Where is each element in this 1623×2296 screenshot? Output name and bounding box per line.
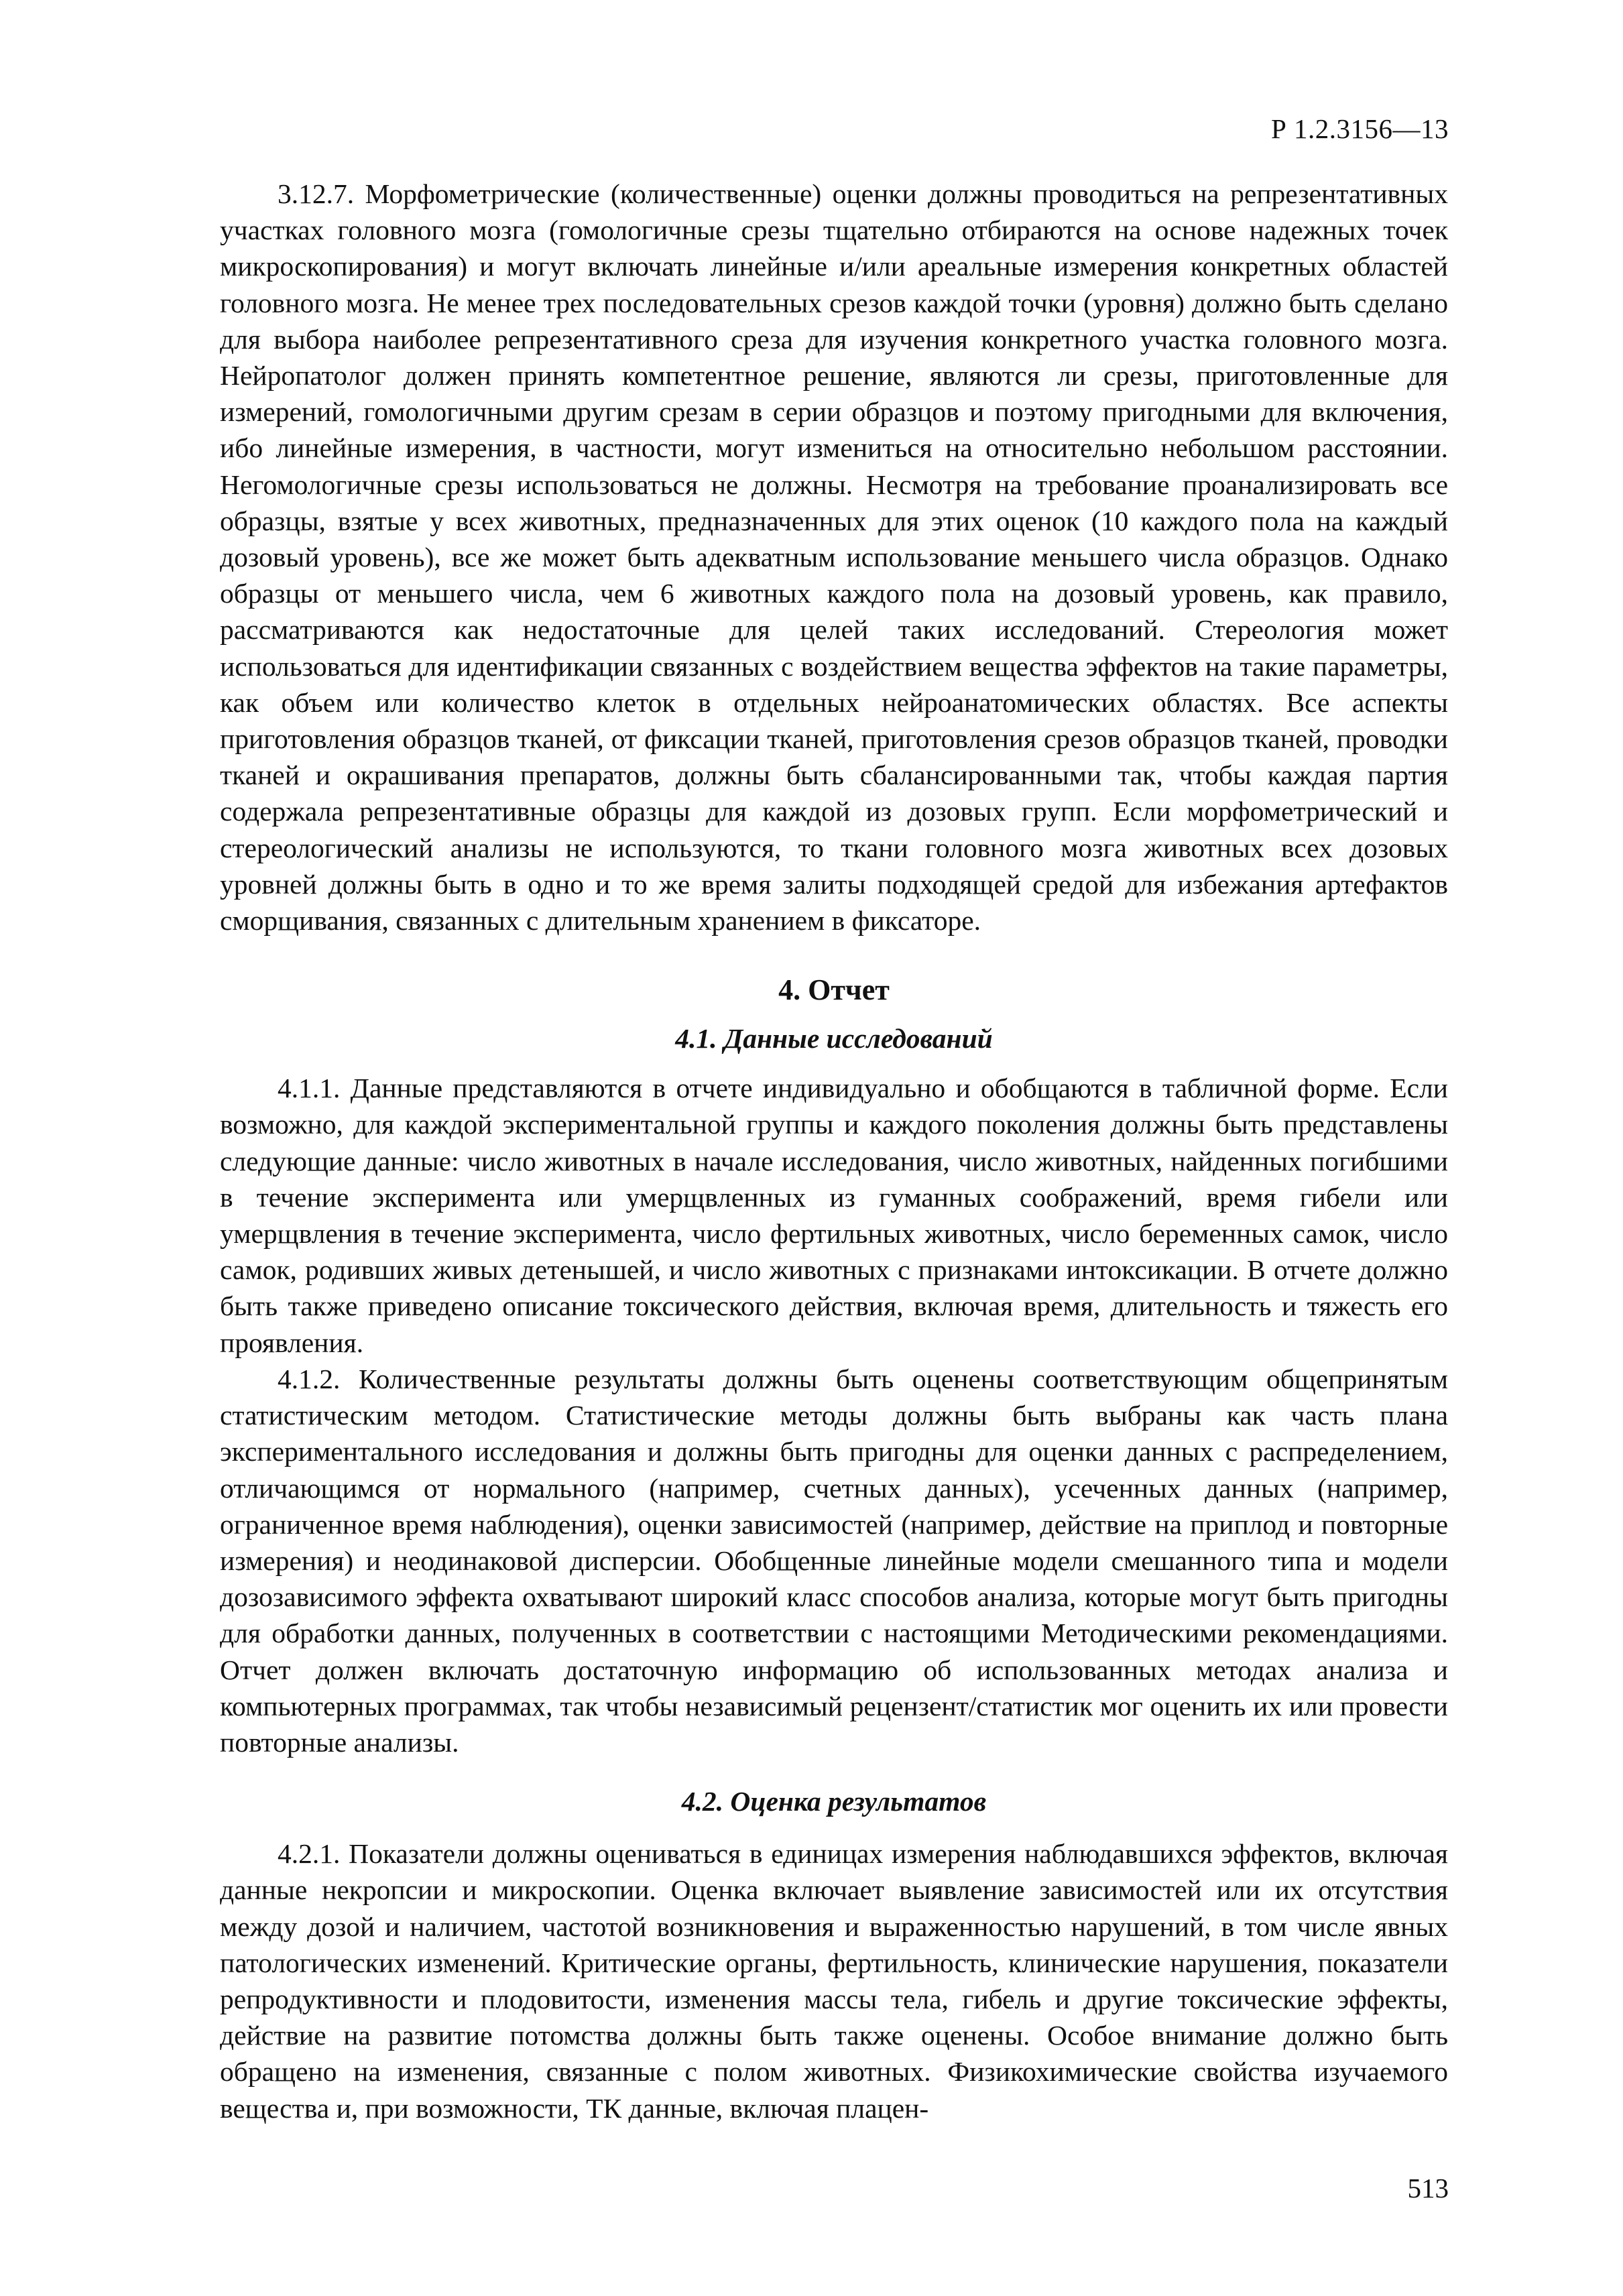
document-code: Р 1.2.3156—13 bbox=[1270, 113, 1449, 144]
page-number: 513 bbox=[1407, 2173, 1449, 2203]
paragraph-4-1-1: 4.1.1. Данные представляются в отчете индивидуально и обобщаются в табличной форме. Если возможно, для каждой экспериментальной группы и каждого поколения должны быть представлены следующие данные: число животных в начале исследования, число животных, найденных погибшими в течение эксперимента или умерщвленных из гуманных соображений, время гибели или умерщвления в течение эксперимента, число фертильных животных, число беременных самок, число самок, родивших живых детенышей, и число животных с признаками интоксикации. В отчете должно быть также приведено описание токсического действия, включая время, длительность и тяжесть его проявления. bbox=[220, 1073, 1448, 1358]
subsection-title-study-data: 4.1. Данные исследований bbox=[675, 1023, 993, 1054]
paragraph-3-12-7: 3.12.7. Морфометрические (количественные) оценки должны проводиться на репрезентативных участках головного мозга (гомологичные срезы тщательно отбираются на основе надежных точек микроскопирования) и могут включать линейные и/или ареальные измерения конкретных областей головного мозга. Не менее трех последовательных срезов каждой точки (уровня) должно быть сделано для выбора наиболее репрезентативного среза для изучения конкретного участка головного мозга. Нейропатолог должен принять компетентное решение, являются ли срезы, приготовленные для измерений, гомологичными другим срезам в серии образцов и поэтому пригодными для включения, ибо линейные измерения, в частности, могут измениться на относительно небольшом расстоянии. Негомологичные срезы использоваться не должны. Несмотря на требование проанализировать все образцы, взятые у всех животных, предназначенных для этих оценок (10 каждого пола на каждый дозовый уровень), все же может быть адекватным использование меньшего числа образцов. Однако образцы от меньшего числа, чем 6 животных каждого пола на дозовый уровень, как правило, рассматриваются как недостаточные для целей таких исследований. Стереология может использоваться для идентификации связанных с воздействием вещества эффектов на такие параметры, как объем или количество клеток в отдельных нейроанатомических областях. Все аспекты приготовления образцов тканей, от фиксации тканей, приготовления срезов образцов тканей, проводки тканей и окрашивания препаратов, должны быть сбалансированными так, чтобы каждая партия содержала репрезентативные образцы для каждой из дозовых групп. Если морфометрический и стереологический анализы не используются, то ткани головного мозга животных всех дозовых уровней должны быть в одно и то же время залиты подходящей средой для избежания артефактов сморщивания, связанных с длительным хранением в фиксаторе. bbox=[220, 178, 1448, 936]
paragraph-4-2-1: 4.2.1. Показатели должны оцениваться в единицах измерения наблюдавшихся эффектов, включая данные некропсии и микроскопии. Оценка включает выявление зависимостей или их отсутствия между дозой и наличием, частотой возникновения и выраженностью нарушений, в том числе явных патологических изменений. Критические органы, фертильность, клинические нарушения, показатели репродуктивности и плодовитости, изменения массы тела, гибель и другие токсические эффекты, действие на развитие потомства должны быть также оценены. Особое внимание должно быть обращено на изменения, связанные с полом животных. Физикохимические свойства изучаемого вещества и, при возможности, ТК данные, включая плацен- bbox=[220, 1838, 1448, 2124]
page-content bbox=[220, 176, 1448, 2126]
section-title-report: 4. Отчет bbox=[778, 973, 890, 1007]
subsection-title-results-evaluation: 4.2. Оценка результатов bbox=[681, 1786, 987, 1817]
paragraph-4-1-2: 4.1.2. Количественные результаты должны быть оценены соответствующим общепринятым статистическим методом. Статистические методы должны быть выбраны как часть плана экспериментального исследования и должны быть пригодны для оценки данных с распределением, отличающимся от нормального (например, счетных данных), усеченных данных (например, ограниченное время наблюдения), оценки зависимостей (например, действие на приплод и повторные измерения) и неодинаковой дисперсии. Обобщенные линейные модели смешанного типа и модели дозозависимого эффекта охватывают широкий класс способов анализа, которые могут быть пригодны для обработки данных, полученных в соответствии с настоящими Методическими рекомендациями. Отчет должен включать достаточную информацию об использованных методах анализа и компьютерных программах, так чтобы независимый рецензент/статистик мог оценить их или провести повторные анализы. bbox=[220, 1363, 1448, 1758]
